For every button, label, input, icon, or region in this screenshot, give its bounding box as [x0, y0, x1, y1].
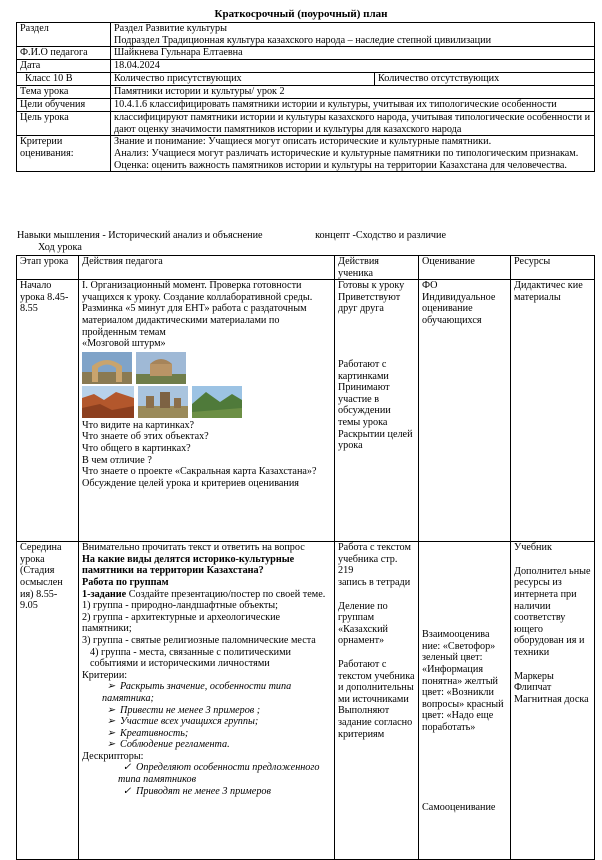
- col-header-resources: Ресурсы: [511, 256, 595, 280]
- photo-stone-arch-monument: [82, 352, 132, 384]
- criteria-item: ➢ Раскрыть значение, особенности типа памятника;: [102, 681, 292, 704]
- photo-red-canyon: [82, 386, 134, 418]
- photo-ancient-ruins: [138, 386, 188, 418]
- group-line: 2) группа - архитектурные и археологические памятники;: [82, 611, 281, 635]
- goals-value: 10.4.1.6 классифицировать памятники истории и культуры, учитывая их типологические особенности: [111, 99, 595, 112]
- thinking-skills-text: Навыки мышления - Исторический анализ и объяснение: [17, 230, 263, 241]
- criteria-line: Оценка: оценить важность памятников истории и культуры на территории Казахстана для человечества.: [114, 159, 567, 171]
- assessment-text: Самооценивание: [422, 801, 496, 813]
- criteria-item: ➢ Участие всех учащихся группы;: [82, 716, 331, 728]
- thinking-skills-row: [17, 230, 594, 242]
- criteria-label: Критерии оценивания:: [17, 136, 111, 172]
- image-strip: [82, 352, 331, 384]
- col-header-teacher: Действия педагога: [79, 256, 335, 280]
- student-text: Деление по группам «Казахский орнамент»: [338, 600, 388, 647]
- concept-text: концепт -Сходство и различие: [315, 230, 446, 241]
- criteria-line: Знание и понимание: Учащиеся могут описать исторические и культурные памятники.: [114, 136, 492, 148]
- resources-text: Маркеры Флипчат Магнитная доска: [514, 670, 589, 705]
- assessment-text: Взаимооценива ние: «Светофор» зеленый цвет: «Информация понятна» желтый цвет: «Возникли вопросы» красный цвет: «Надо еще поработать»: [422, 629, 504, 733]
- subsection-text: Подраздел Традиционная культура казахского народа – наследие степной цивилизации: [114, 34, 492, 46]
- aim-label: Цель урока: [17, 112, 111, 136]
- section-label: Раздел: [17, 23, 111, 47]
- student-actions-middle: [335, 542, 419, 860]
- question-line: Что знаете о проекте «Сакральная карта Казахстана»?: [82, 466, 317, 478]
- student-text: Работают с картинками Принимают участие в обсуждении темы урока Раскрытии целей урока: [338, 358, 413, 452]
- descriptors-heading: Дескрипторы:: [82, 750, 144, 762]
- criteria-item: ➢ Креативность;: [82, 728, 331, 740]
- resources-text: Дополнител ьные ресурсы из интернета при наличии соответству ющего оборудован ия и техники: [514, 565, 591, 658]
- criteria-item: ➢ Соблюдение регламента.: [82, 739, 331, 751]
- date-value: 18.04.2024: [111, 60, 595, 73]
- stage-start: Начало урока 8.45-8.55: [17, 280, 79, 542]
- section-text: Раздел Развитие культуры: [114, 23, 227, 34]
- topic-value: Памятники истории и культуры/ урок 2: [111, 86, 595, 99]
- task-line: [82, 589, 331, 601]
- question-line: Что видите на картинках?: [82, 419, 195, 431]
- topic-label: Тема урока: [17, 86, 111, 99]
- check-arrow-icon: ➢: [106, 681, 116, 693]
- teacher-text: «Мозговой штурм»: [82, 338, 166, 350]
- task-label: 1-задание: [82, 588, 127, 600]
- criteria-line: Анализ: Учащиеся могут различать исторические и культурные памятники по типологическим признакам.: [114, 147, 579, 159]
- descriptor-item: ✓ Определяют особенности предложенного типа памятников: [118, 762, 320, 786]
- photo-green-mountains: [192, 386, 242, 418]
- class-label: Класс 10 В: [17, 73, 111, 86]
- group-line: 3) группа - святые религиозные паломнические места: [82, 634, 316, 646]
- group-line: 4) группа - места, связанные с политическими событиями и историческими личностями: [90, 646, 291, 670]
- teacher-text: I. Организационный момент. Проверка готовности учащихся к уроку. Создание коллаборативной среды.: [82, 280, 313, 303]
- teacher-text: Внимательно прочитать текст и ответить на вопрос: [82, 542, 305, 554]
- teacher-actions-middle: [79, 542, 335, 860]
- teacher-actions-start: [79, 280, 335, 542]
- group-work-heading: Работа по группам: [82, 576, 169, 588]
- checkmark-icon: ✓: [122, 785, 132, 797]
- course-label: Ход урока: [38, 242, 82, 253]
- teacher-text: Разминка «5 минут для ЕНТ» работа с раздаточным материалом дидактическими материалами по пройденным темам: [82, 303, 307, 338]
- student-actions-start: [335, 280, 419, 542]
- student-text: Готовы к уроку Приветствуют друг друга: [338, 280, 405, 315]
- lesson-course-table: [16, 255, 595, 860]
- col-header-assessment: Оценивание: [419, 256, 511, 280]
- check-arrow-icon: ➢: [106, 704, 116, 716]
- criteria-value: [111, 136, 595, 172]
- student-text: Работа с текстом учебника стр. 219: [338, 542, 411, 577]
- page-title: Краткосрочный (поурочный) план: [214, 8, 388, 20]
- question-line: В чем отличие ?: [82, 454, 152, 466]
- resources-text: Учебник: [514, 542, 552, 554]
- question-line: Что знаете об этих объектах?: [82, 431, 209, 443]
- criteria-item: ➢ Привести не менее 3 примеров ;: [82, 705, 331, 717]
- lesson-header-table: [16, 22, 595, 172]
- date-label: Дата: [17, 60, 111, 73]
- section-value: [111, 23, 595, 47]
- check-arrow-icon: ➢: [106, 727, 116, 739]
- check-arrow-icon: ➢: [106, 716, 116, 728]
- descriptor-item: ✓ Приводят не менее 3 примеров: [82, 786, 331, 798]
- assessment-start: ФО Индивидуальное оценивание обучающихся: [419, 280, 511, 542]
- col-header-stage: Этап урока: [17, 256, 79, 280]
- group-line: 1) группа - природно-ландшафтные объекты;: [82, 600, 278, 612]
- image-strip: [82, 386, 331, 418]
- absent-label: Количество отсутствующих: [375, 73, 595, 86]
- teacher-label: Ф.И.О педагога: [17, 47, 111, 60]
- question-line: Что общего в картинках?: [82, 442, 191, 454]
- student-text: Работают с текстом учебника и дополнительны ми источниками Выполняют задание согласно критериям: [338, 658, 415, 740]
- check-arrow-icon: ➢: [106, 739, 116, 751]
- student-text: запись в тетради: [338, 576, 411, 588]
- col-header-student: Действия ученика: [335, 256, 419, 280]
- resources-middle: [511, 542, 595, 860]
- stage-middle: Середина урока (Стадия осмыслен ия) 8.55-9.05: [17, 542, 79, 860]
- goals-label: Цели обучения: [17, 99, 111, 112]
- criteria-heading: Критерии:: [82, 669, 128, 681]
- teacher-value: Шайкнева Гульнара Елтаевна: [111, 47, 595, 60]
- question-line: Обсуждение целей урока и критериев оценивания: [82, 477, 299, 489]
- task-text: Создайте презентацию/постер по своей теме.: [126, 588, 326, 600]
- present-label: Количество присутствующих: [111, 73, 375, 86]
- assessment-middle: [419, 542, 511, 860]
- photo-mausoleum: [136, 352, 186, 384]
- key-question: На какие виды делятся историко-культурные памятники на территории Казахстана?: [82, 553, 295, 577]
- checkmark-icon: ✓: [122, 762, 132, 774]
- resources-start: Дидактичес кие материалы: [511, 280, 595, 542]
- aim-value: классифицируют памятники истории и культуры казахского народа, учитывая типологические особенности и дают оценку значимости памятников истории и культуры для казахского народа: [111, 112, 595, 136]
